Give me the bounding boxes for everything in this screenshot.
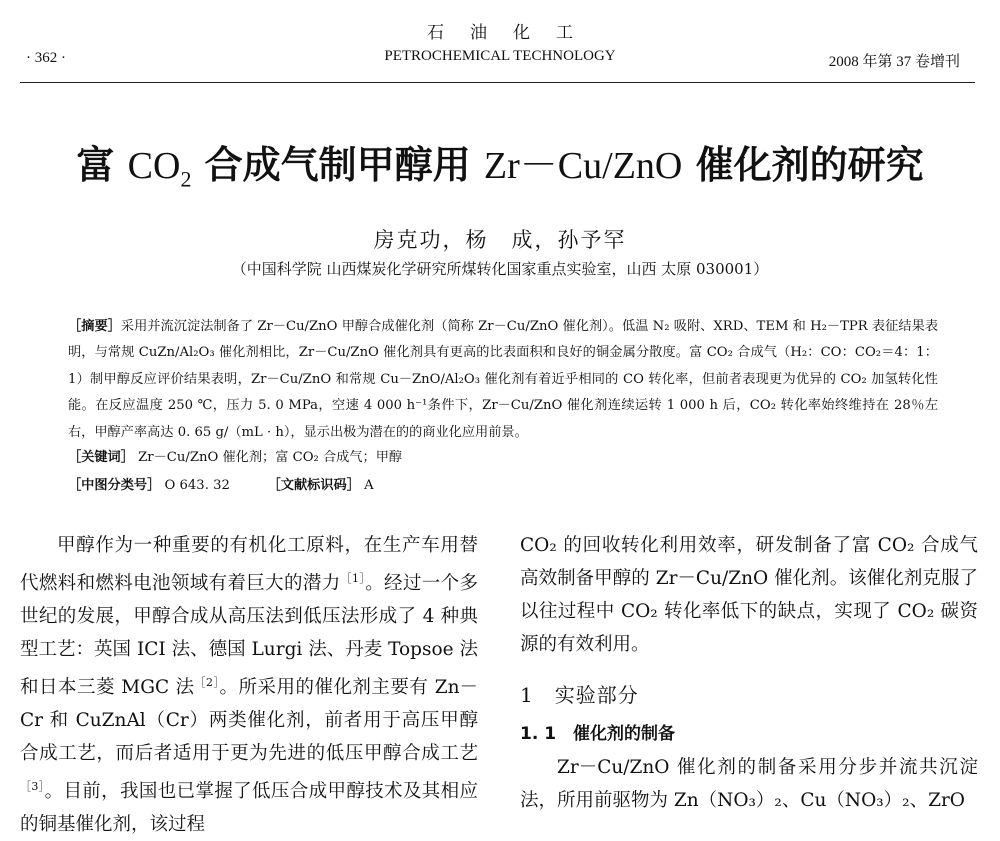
doc-code-value: A: [364, 478, 374, 493]
title-co-sub: 2: [180, 166, 192, 192]
intro-text-2: 。经过一个多世纪的发展，甲醇合成从高压法到低压法形成了 4 种典型工艺：英国 ICI 法、德国 Lurgi 法、丹麦 Topsoe 法和日本三菱 MGC 法: [20, 573, 478, 699]
classification: [68, 474, 374, 493]
authors: 房克功，杨 成，孙予罕: [373, 228, 627, 252]
abstract-text: 采用并流沉淀法制备了 Zr－Cu/ZnO 甲醇合成催化剂（简称 Zr－Cu/ZnO 催化剂）。低温 N₂ 吸附、XRD、TEM 和 H₂－TPR 表征结果表明，与常规 CuZn/Al₂O₃ 催化剂相比，Zr－Cu/ZnO 催化剂具有更高的比表面积和良好的铜金属分散度。富 CO₂ 合成气（H₂：CO：CO₂＝4：1：1）制甲醇反应评价结果表明，Zr－Cu/ZnO 和常规 Cu－ZnO/Al₂O₃ 催化剂有着近乎相同的 CO 转化率，但前者表现更为优异的 CO₂ 加氢转化性能。在反应温度 250 ℃，压力 5. 0 MPa，空速 4 000 h⁻¹条件下，Zr－Cu/ZnO 催化剂连续运转 1 000 h 后，CO₂ 转化率始终维持在 28％左右，甲醇产率高达 0. 65 g/（mL · h），显示出极为潜在的的商业化应用前景。: [68, 319, 939, 440]
section-heading-1: 1 实验部分: [520, 683, 639, 707]
citation-1: ［1］: [340, 572, 366, 585]
body-left-column: [20, 529, 478, 841]
title-co: [127, 145, 192, 192]
intro-text-1: 甲醇作为一种重要的有机化工原料，在生产车用替代燃料和燃料电池领域有着巨大的潜力: [20, 535, 478, 595]
intro-text-3: 。所采用的催化剂主要有 Zn－Cr 和 CuZnAl（Cr）两类催化剂，前者用于高压甲醇合成工艺，而后者适用于更为先进的低压甲醇合成工艺: [20, 677, 479, 765]
abstract-tag: ［摘要］: [68, 319, 121, 334]
intro-paragraph: [20, 529, 478, 841]
citation-3: ［3］: [20, 780, 45, 794]
page-number: · 362 ·: [26, 50, 66, 66]
paper-title: [0, 134, 1000, 193]
doc-code-tag: ［文献标识码］: [267, 478, 360, 493]
clc-tag: ［中图分类号］: [68, 478, 161, 493]
intro-text-4: 。目前，我国也已掌握了低压合成甲醇技术及其相应的铜基催化剂，该过程: [20, 781, 478, 836]
title-prefix: 富: [76, 143, 115, 187]
title-middle: 合成气制甲醇用: [204, 143, 471, 187]
body-right-column: [520, 529, 978, 817]
intro-continuation: CO₂ 的回收转化利用效率，研发制备了富 CO₂ 合成气高效制备甲醇的 Zr－Cu/ZnO 催化剂。该催化剂克服了以往过程中 CO₂ 转化率低下的缺点，实现了 CO₂ 碳资源的有效利用。: [520, 535, 978, 655]
title-tail: 催化剂的研究: [695, 143, 924, 187]
subsection-heading-1-1: 1. 1 催化剂的制备: [520, 724, 676, 744]
affiliation: （中国科学院 山西煤炭化学研究所煤转化国家重点实验室，山西 太原 030001）: [231, 260, 769, 278]
keywords-text: Zr－Cu/ZnO 催化剂；富 CO₂ 合成气；甲醇: [138, 450, 403, 465]
journal-title-en: PETROCHEMICAL TECHNOLOGY: [384, 48, 616, 64]
keywords-tag: ［关键词］: [68, 450, 134, 465]
keywords: [68, 446, 402, 465]
journal-title-cn: 石油化工: [427, 23, 599, 43]
abstract: [68, 314, 938, 446]
method-paragraph: Zr－Cu/ZnO 催化剂的制备采用分步并流共沉淀法，所用前驱物为 Zn（NO₃）₂、Cu（NO₃）₂、ZrO: [520, 757, 978, 811]
clc-value: O 643. 32: [164, 478, 230, 493]
title-co-text: CO: [127, 145, 181, 187]
citation-2: ［2］: [194, 676, 220, 690]
title-catalyst: Zr－Cu/ZnO: [483, 145, 683, 187]
issue-info: 2008 年第 37 卷增刊: [828, 54, 960, 70]
header-rule: [20, 82, 975, 83]
